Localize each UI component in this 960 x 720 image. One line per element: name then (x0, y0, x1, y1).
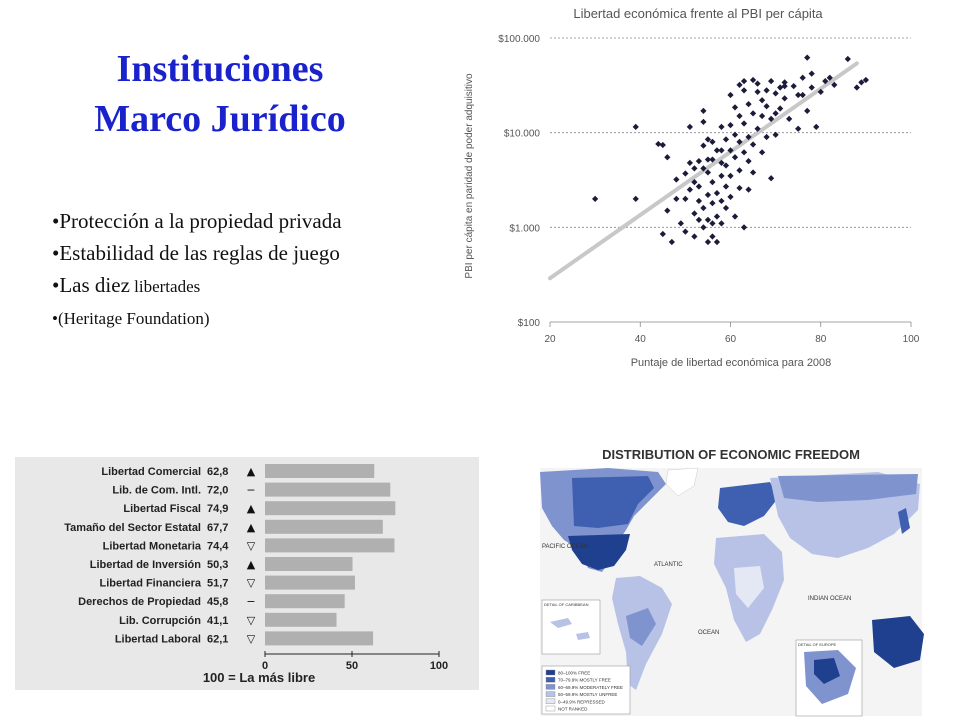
scatter-y-tick-label: $1.000 (509, 223, 540, 235)
bar (265, 613, 337, 627)
scatter-point (709, 220, 715, 226)
scatter-point (687, 187, 693, 193)
bar-value-label: 72,0 (207, 484, 229, 497)
bar-trend-symbol: ▽ (246, 613, 256, 627)
bar (265, 631, 373, 645)
scatter-point (723, 136, 729, 142)
scatter-point (763, 134, 769, 140)
title-line-2: Marco Jurídico (94, 98, 346, 140)
bar (265, 464, 374, 478)
scatter-y-ticks (498, 34, 540, 329)
scatter-point (709, 200, 715, 206)
scatter-point (750, 110, 756, 116)
bar (265, 576, 355, 590)
scatter-point (732, 213, 738, 219)
scatter-point (727, 194, 733, 200)
bar-category-label: Libertad Financiera (99, 577, 201, 590)
scatter-point (782, 95, 788, 101)
bar-value-label: 62,8 (207, 466, 229, 478)
bar-trend-symbol: ▲ (246, 558, 256, 571)
scatter-point (727, 92, 733, 98)
map-legend-label: 80–100% FREE (558, 670, 591, 676)
map-legend-swatch (546, 677, 555, 682)
scatter-point (660, 142, 666, 148)
bar-category-label: Tamaño del Sector Estatal (64, 521, 201, 534)
bar-trend-symbol: ▽ (246, 539, 256, 553)
scatter-point (633, 124, 639, 130)
scatter-point (664, 208, 670, 214)
scatter-point (673, 176, 679, 182)
scatter-point (854, 84, 860, 90)
scatter-y-label: PBI per cápita en paridad de poder adquisitivo (464, 73, 475, 279)
scatter-point (741, 224, 747, 230)
bar-trend-symbol: ▽ (246, 576, 256, 590)
scatter-title: Libertad económica frente al PBI per cápita (573, 6, 823, 21)
scatter-point (709, 233, 715, 239)
bar-rows (64, 464, 395, 645)
scatter-grid (550, 38, 911, 322)
scatter-point (804, 55, 810, 61)
bar (265, 520, 383, 534)
scatter-point (745, 101, 751, 107)
scatter-point (678, 220, 684, 226)
bar-category-label: Libertad Comercial (101, 466, 201, 478)
map-legend (542, 666, 630, 714)
scatter-point (809, 84, 815, 90)
scatter-point (773, 132, 779, 138)
scatter-point (673, 196, 679, 202)
scatter-y-tick-label: $100 (517, 318, 540, 329)
scatter-point (691, 210, 697, 216)
scatter-point (709, 179, 715, 185)
scatter-point (845, 56, 851, 62)
map-title: DISTRIBUTION OF ECONOMIC FREEDOM (602, 447, 860, 462)
scatter-point (682, 170, 688, 176)
scatter-point (660, 231, 666, 237)
scatter-point (723, 183, 729, 189)
scatter-point (700, 205, 706, 211)
bar-x-tick-label: 0 (261, 660, 269, 672)
map-legend-label: 50–59.9% MOSTLY UNFREE (558, 692, 618, 698)
scatter-point (718, 198, 724, 204)
scatter-point (687, 160, 693, 166)
title-line-1: Instituciones (116, 48, 324, 90)
scatter-x-tick-label: 20 (544, 334, 556, 345)
bar-category-label: Libertad Monetaria (102, 540, 201, 553)
map-legend-swatch (546, 706, 555, 711)
bar-category-label: Libertad de Inversión (89, 559, 201, 571)
scatter-point (705, 156, 711, 162)
bar-value-label: 74,4 (207, 540, 229, 553)
bar-value-label: 62,1 (207, 633, 229, 646)
scatter-point (736, 113, 742, 119)
scatter-point (696, 158, 702, 164)
scatter-point (791, 83, 797, 89)
scatter-point (669, 239, 675, 245)
scatter-point (754, 89, 760, 95)
bar-category-label: Lib. de Com. Intl. (112, 484, 201, 497)
scatter-y-tick-label: $100.000 (498, 34, 540, 45)
ocean-label-atlantic: ATLANTIC (654, 562, 683, 568)
scatter-y-tick-label: $10.000 (503, 128, 540, 140)
bullet-freedoms (52, 272, 382, 300)
scatter-point (633, 196, 639, 202)
scatter-point (655, 141, 661, 147)
bar-value-label: 51,7 (207, 577, 229, 590)
bar-value-label: 74,9 (207, 503, 229, 516)
bar-value-label: 50,3 (207, 559, 229, 571)
world-freedom-map (538, 438, 924, 718)
scatter-point (700, 142, 706, 148)
scatter-point (759, 97, 765, 103)
map-legend-label: NOT RANKED (558, 706, 588, 712)
bar-trend-symbol: − (246, 483, 256, 497)
bar-category-label: Lib. Corrupción (119, 614, 201, 627)
scatter-point (741, 87, 747, 93)
scatter-point (696, 198, 702, 204)
scatter-point (741, 120, 747, 126)
scatter-point (714, 213, 720, 219)
scatter-point (773, 90, 779, 96)
scatter-point (700, 108, 706, 114)
scatter-point (768, 175, 774, 181)
map-legend-label: 70–79.9% MOSTLY FREE (558, 677, 611, 683)
bar (265, 594, 345, 608)
scatter-point (736, 82, 742, 88)
scatter-point (741, 149, 747, 155)
scatter-point (691, 233, 697, 239)
scatter-point (705, 192, 711, 198)
scatter-point (745, 158, 751, 164)
map-legend-swatch (546, 692, 555, 697)
scatter-point (718, 173, 724, 179)
scatter-point (732, 132, 738, 138)
bar-x-tick-label: 100 (429, 660, 449, 672)
bar-trend-symbol: − (246, 595, 256, 609)
bar-value-label: 41,1 (207, 614, 229, 627)
scatter-x-ticks (544, 322, 919, 345)
scatter-point (795, 126, 801, 132)
scatter-x-tick-label: 60 (724, 334, 737, 345)
bar-trend-symbol: ▽ (246, 632, 256, 646)
scatter-point (714, 190, 720, 196)
bar-footnote: 100 = La más libre (202, 670, 316, 685)
scatter-point (777, 84, 783, 90)
bar-category-label: Libertad Fiscal (123, 503, 201, 516)
scatter-point (705, 217, 711, 223)
scatter-point (696, 183, 702, 189)
scatter-chart (458, 0, 938, 380)
scatter-point (718, 220, 724, 226)
bar (265, 483, 390, 497)
freedom-bar-chart (15, 457, 479, 690)
scatter-point (592, 196, 598, 202)
bullet-property: •Protección a la propiedad privada (52, 209, 342, 233)
scatter-point (705, 239, 711, 245)
bullet-rules: •Estabilidad de las reglas de juego (52, 241, 340, 265)
bar-category-label: Libertad Laboral (114, 633, 201, 646)
scatter-point (727, 173, 733, 179)
scatter-x-tick-label: 40 (634, 334, 646, 345)
scatter-point (759, 149, 765, 155)
scatter-point (682, 229, 688, 235)
scatter-point (696, 217, 702, 223)
ocean-label-pacific: PACIFIC OCEAN (542, 544, 589, 550)
scatter-point (750, 141, 756, 147)
bullet-freedoms-tail: libertades (129, 277, 201, 296)
scatter-point (763, 103, 769, 109)
ocean-label-indian: INDIAN OCEAN (808, 596, 852, 602)
map-legend-swatch (546, 684, 555, 689)
scatter-point (741, 78, 747, 84)
scatter-point (800, 75, 806, 81)
scatter-point (732, 154, 738, 160)
map-legend-label: 60–69.9% MODERATELY FREE (558, 684, 624, 690)
bar (265, 538, 394, 552)
inset-europe-label: DETAIL OF EUROPE (798, 642, 837, 647)
scatter-point (714, 147, 720, 153)
scatter-point (763, 87, 769, 93)
scatter-point (777, 105, 783, 111)
scatter-point (809, 71, 815, 77)
bullet-freedoms-lead: •Las diez (52, 273, 130, 297)
bullet-heritage: •(Heritage Foundation) (52, 309, 210, 328)
scatter-x-tick-label: 80 (815, 334, 827, 345)
scatter-point (750, 77, 756, 83)
slide-title (40, 44, 400, 144)
scatter-point (664, 154, 670, 160)
bar-value-label: 45,8 (207, 596, 229, 609)
scatter-point (714, 239, 720, 245)
scatter-point (759, 113, 765, 119)
scatter-point (768, 78, 774, 84)
bar-category-label: Derechos de Propiedad (78, 596, 201, 609)
bar (265, 501, 395, 515)
bar-axis (262, 651, 448, 672)
scatter-point (700, 224, 706, 230)
scatter-point (732, 104, 738, 110)
scatter-point (804, 108, 810, 114)
scatter-point (691, 165, 697, 171)
scatter-point (745, 187, 751, 193)
scatter-point (700, 119, 706, 125)
scatter-x-tick-label: 100 (902, 334, 920, 345)
ocean-label-ocean: OCEAN (698, 630, 720, 636)
bar-trend-symbol: ▲ (246, 502, 256, 516)
scatter-point (773, 110, 779, 116)
scatter-x-label: Puntaje de libertad económica para 2008 (630, 357, 832, 369)
scatter-point (687, 124, 693, 130)
scatter-point (718, 124, 724, 130)
bar-trend-symbol: ▲ (246, 465, 256, 478)
bar-x-tick-label: 50 (345, 660, 359, 672)
scatter-point (754, 80, 760, 86)
scatter-point (782, 83, 788, 89)
bar-value-label: 67,7 (207, 521, 229, 534)
map-legend-swatch (546, 670, 555, 675)
inset-caribbean (542, 600, 600, 654)
scatter-point (723, 205, 729, 211)
scatter-point (813, 124, 819, 130)
scatter-point (736, 167, 742, 173)
inset-caribbean-label: DETAIL OF CARIBBEAN (544, 602, 589, 607)
scatter-point (786, 116, 792, 122)
bar-trend-symbol: ▲ (246, 520, 256, 534)
bullet-list (52, 208, 382, 338)
scatter-point (736, 185, 742, 191)
bar (265, 557, 353, 571)
scatter-point (750, 169, 756, 175)
scatter-point (682, 196, 688, 202)
scatter-point (800, 92, 806, 98)
scatter-point (727, 122, 733, 128)
map-legend-swatch (546, 699, 555, 704)
map-legend-label: 0–49.9% REPRESSED (558, 699, 605, 705)
